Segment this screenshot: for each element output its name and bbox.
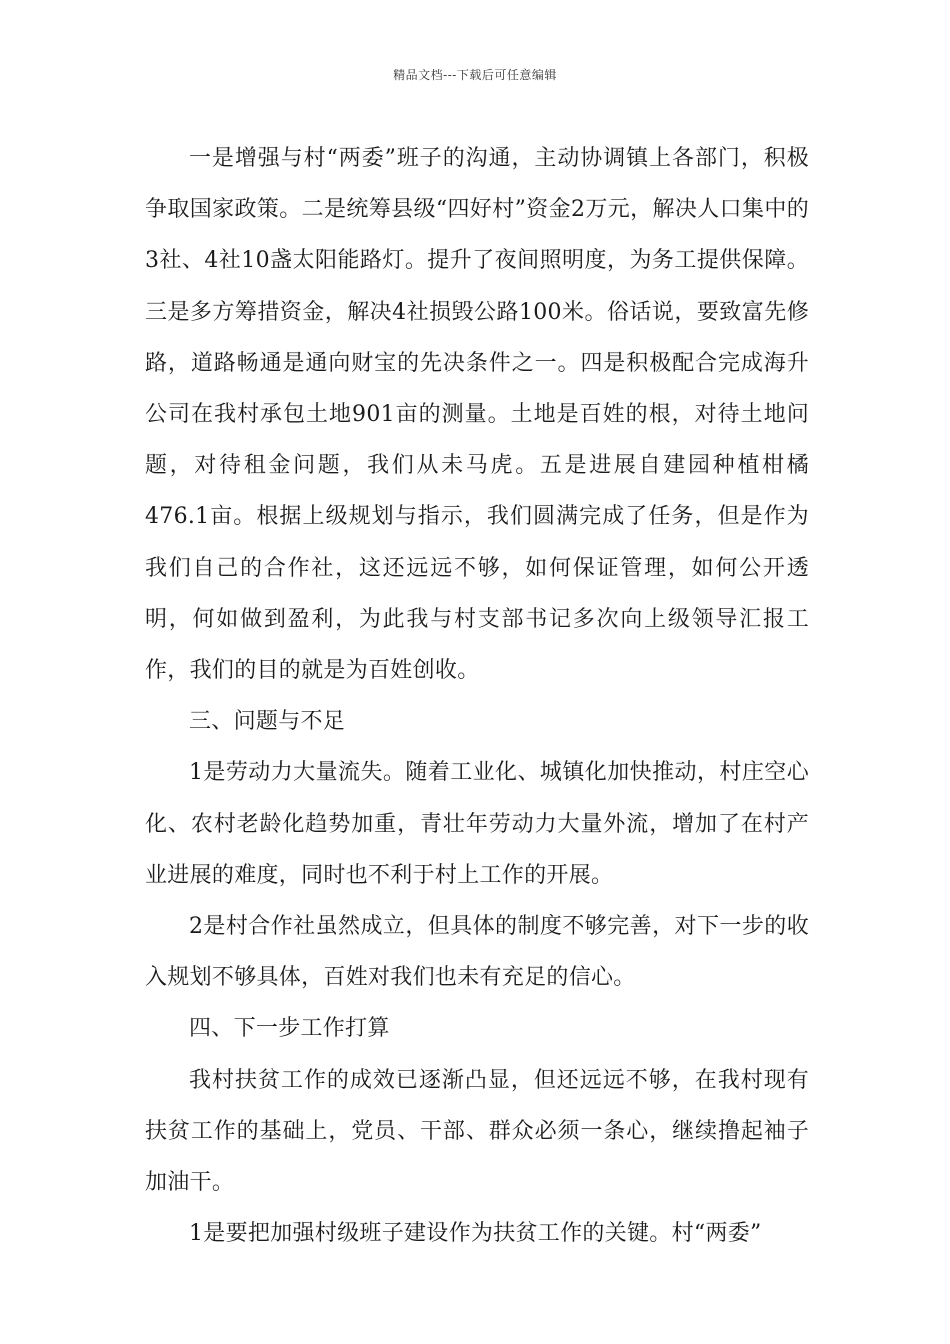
paragraph-next-1: 1是要把加强村级班子建设作为扶贫工作的关键。村“两委” [189, 1221, 762, 1247]
paragraph-problem-2: 2是村合作社虽然成立，但具体的制度不够完善，对下一步的收入规划不够具体，百姓对我们也未有充足的信心。 [145, 914, 809, 991]
paragraph-measures: 一是增强与村“两委”班子的沟通，主动协调镇上各部门，积极争取国家政策。二是统筹县级“四好村”资金2万元，解决人口集中的3社、4社10盏太阳能路灯。提升了夜间照明度，为务工提供保障。三是多方筹措资金，解决4社损毁公路100米。俗话说，要致富先修路，道路畅通是通向财宝的先决条件之一。四是积极配合完成海升公司在我村承包土地901亩的测量。土地是百姓的根，对待土地问题，对待租金问题，我们从未马虎。五是进展自建园种植柑橘476.1亩。根据上级规划与指示，我们圆满完成了任务，但是作为我们自己的合作社，这还远远不够，如何保证管理，如何公开透明，何如做到盈利，为此我与村支部书记多次向上级领导汇报工作，我们的目的就是为百姓创收。 [145, 146, 809, 684]
page-header: 精品文档---下载后可任意编辑 [393, 68, 557, 82]
paragraph-problem-1: 1是劳动力大量流失。随着工业化、城镇化加快推动，村庄空心化、农村老龄化趋势加重，青壮年劳动力大量外流，增加了在村产业进展的难度，同时也不利于村上工作的开展。 [145, 760, 809, 888]
body-text [145, 133, 809, 1259]
section-heading-next-steps: 四、下一步工作打算 [189, 1016, 390, 1042]
section-heading-problems: 三、问题与不足 [189, 709, 346, 735]
paragraph-next-intro: 我村扶贫工作的成效已逐渐凸显，但还远远不够，在我村现有扶贫工作的基础上，党员、干部、群众必须一条心，继续撸起袖子加油干。 [145, 1067, 809, 1196]
